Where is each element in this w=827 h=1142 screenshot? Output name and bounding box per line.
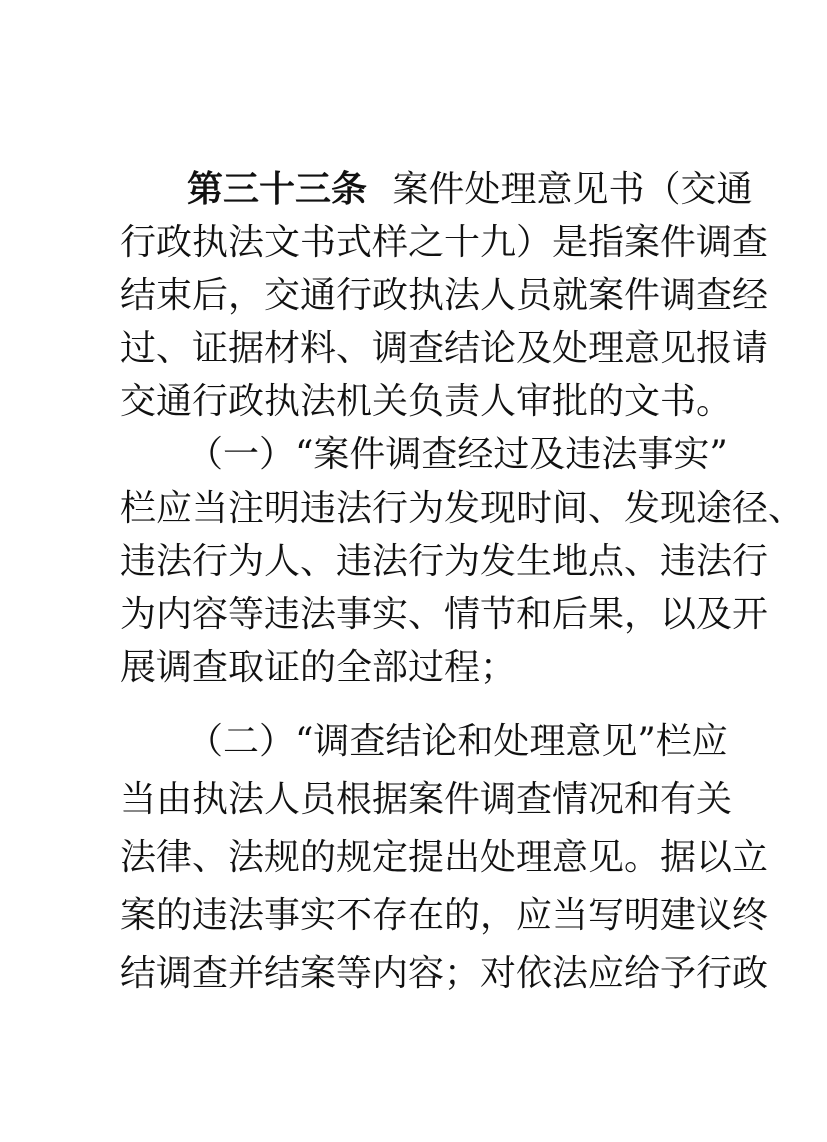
paragraph-line: 当由执法人员根据案件调查情况和有关: [120, 779, 733, 820]
paragraph-line: （二）“调查结论和处理意见”栏应: [187, 721, 728, 762]
paragraph-line: 栏应当注明违法行为发现时间、发现途径、: [120, 488, 805, 529]
paragraph-line: [187, 160, 787, 220]
article-number: 第三十三条: [187, 169, 368, 210]
article-text: 案件处理意见书（交通: [392, 169, 753, 210]
paragraph-line: 结束后，交通行政执法人员就案件调查经: [120, 275, 769, 316]
paragraph-line: 展调查取证的全部过程；: [120, 647, 517, 688]
paragraph-line: 结调查并结案等内容；对依法应给予行政: [120, 953, 769, 994]
paragraph-line: （一）“案件调查经过及违法事实”: [187, 434, 728, 475]
paragraph-line: 违法行为人、违法行为发生地点、违法行: [120, 541, 769, 582]
paragraph-line: 案的违法事实不存在的，应当写明建议终: [120, 895, 769, 936]
paragraph-line: 交通行政执法机关负责人审批的文书。: [120, 381, 733, 422]
paragraph-line: 法律、法规的规定提出处理意见。据以立: [120, 837, 769, 878]
paragraph-line: 行政执法文书式样之十九）是指案件调查: [120, 222, 769, 263]
paragraph-line: 过、证据材料、调查结论及处理意见报请: [120, 328, 769, 369]
paragraph-line: 为内容等违法事实、情节和后果，以及开: [120, 594, 769, 635]
